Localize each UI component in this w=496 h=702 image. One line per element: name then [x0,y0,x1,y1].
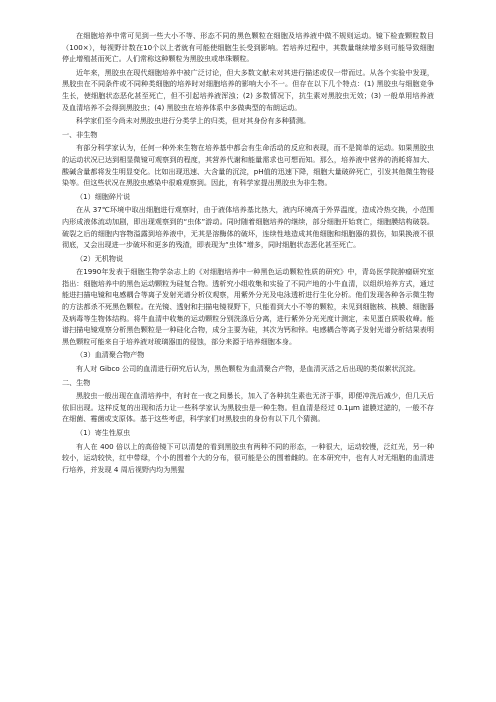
body-paragraph: 黑胶虫一般出现在血清培养中，有时在一夜之间暴长，加入了各种抗生素也无济于事，即便冲洗后减少，但几天后依旧出现。这样反复的出现和活力让一些科学家认为黑胶虫是一种生物。但血清是经过 0.1μm 滤膜过滤的，一般不存在细菌、霉菌或支原体。基于这些考虑，科学家们对黑胶虫的身份有以下几个猜测。 [62,391,434,424]
subsection-heading: （3）血清聚合物产物 [76,350,145,360]
body-paragraph: 科学家们至今尚未对黑胶虫进行分类学上的归类，但对其身份有多种猜测。 [76,116,311,126]
section-heading: 一、非生物 [62,129,98,139]
subsection-heading: （1）细胞碎片说 [76,191,131,201]
section-heading: 二、生物 [62,377,91,387]
body-paragraph: 有部分科学家认为，任何一种外来生物在培养基中都会有生命活动的反应和表现，而不是简单的运动。如果黑胶虫的运动状况已达到相显微镜可观察到的程度，其营养代谢和能量需求也可想而知。那么，培养液中营养的消耗将加大、酸碱含量都将发生明显变化。比如出现迅速、大含量的沉淀，pH值的迅速下降，细胞大量破碎死亡，引发其他微生物侵染等。但这些状况在黑胶虫感染中很难观察到。因此，有科学家提出黑胶虫为非生物。 [62,143,434,188]
subsection-heading: （1）寄生性原虫 [76,428,131,437]
body-paragraph: 在1990年发表于细胞生物学杂志上的《对细胞培养中一种黑色运动颗粒性质的研究》中，青岛医学院肿瘤研究室指出：细胞培养中的黑色运动颗粒为硅复合物。透析究小组收集和实验了不同产地的小牛血清，以组织培养方式，通过能进扫描电镜和电感耦合等离子发射光谱分析仪观察，用紫外分光及电泳透析进行生化分析。他们发现各种各示微生物的方法都杀不死黑色颗粒。在光镜、透射和扫描电镜视野下，只能看到大小不等的颗粒，未见到细胞核、核膜、细胞器及病毒等生物体结构。将牛血清中收集的运动颗粒分别洗涤后分离，进行紫外分光光度计测定，未见蛋白质吸收峰。能谱扫描电镜观察分析黑色颗粒是一种硅化合物，成分主要为硅，其次为钙和锌。电感耦合等离子发射光谱分析结果表明黑色颗粒可能来自于培养液对玻璃器皿的侵蚀，部分来源于培养细胞本身。 [62,267,434,346]
subsection-heading: （2）无机物说 [76,253,124,263]
document-body [62,30,434,692]
body-paragraph: 近年来，黑胶虫在现代细胞培养中被广泛讨论，但大多数文献未对其进行描述或仅一带而过。从各个实验中发现，黑胶虫在不同条件或不同种类细胞的培养时对细胞培养的影响大小不一。但存在以下几个特点：(1) 黑胶虫与细胞竞争生长，使细胞状态恶化甚至死亡，但不引起培养液浑浊；(2) 多数情况下，抗生素对黑胶虫无效；(3) 一般单用培养液及血清培养不会得到黑胶虫；(4) 黑胶虫在培养体系中多做典型的布朗运动。 [62,67,434,112]
body-paragraph: 有人对 Gibco 公司的血清进行研究后认为，黑色颗粒为血清聚合产物，是血清灭活之后出现的类似絮状沉淀。 [76,364,420,374]
body-paragraph: 在从 37℃环境中取出细胞进行观察时，由于液体培养基比热大，液内环境高于外界温度，造成冷热交换，小范围内形成液体流动加剧，即出现观察到的“虫体”游动。同时随着细胞培养的继续，部分细胞开始衰亡，细胞膜结构破裂。破裂之后的细胞内容物溢露到培养液中，无其是溶酶体的破坏，连续性地造成其他细胞和细胞器的损伤，如果换液不很彻底，又会出现进一步破坏和更多的残渣，即表现为“虫体”增多，同时细胞状态恶化甚至死亡。 [62,205,434,250]
body-paragraph: 有人在 400 倍以上的高倍镜下可以清楚的看到黑胶虫有两种不同的形态，一种很大，运动较慢，泛红光，另一种较小，运动较快，红中带绿，个小的围着个大的分布，很可能是公的围着雌的。在本研究中，也有人对无细胞的血清进行培养，并发现 4 周后视野内均为黑猩 [62,441,434,474]
body-paragraph: 在细胞培养中常可见到一些大小不等、形态不同的黑色颗粒在细胞及培养液中做不规则运动。镜下检查颗粒数目（100×），每视野计数在10个以上者就有可能使细胞生长受到影响。若培养过程中，其数量继续增多则可能导致细胞停止增殖甚而死亡。人们常称这种颗粒为黑胶虫或串珠颗粒。 [62,31,434,64]
